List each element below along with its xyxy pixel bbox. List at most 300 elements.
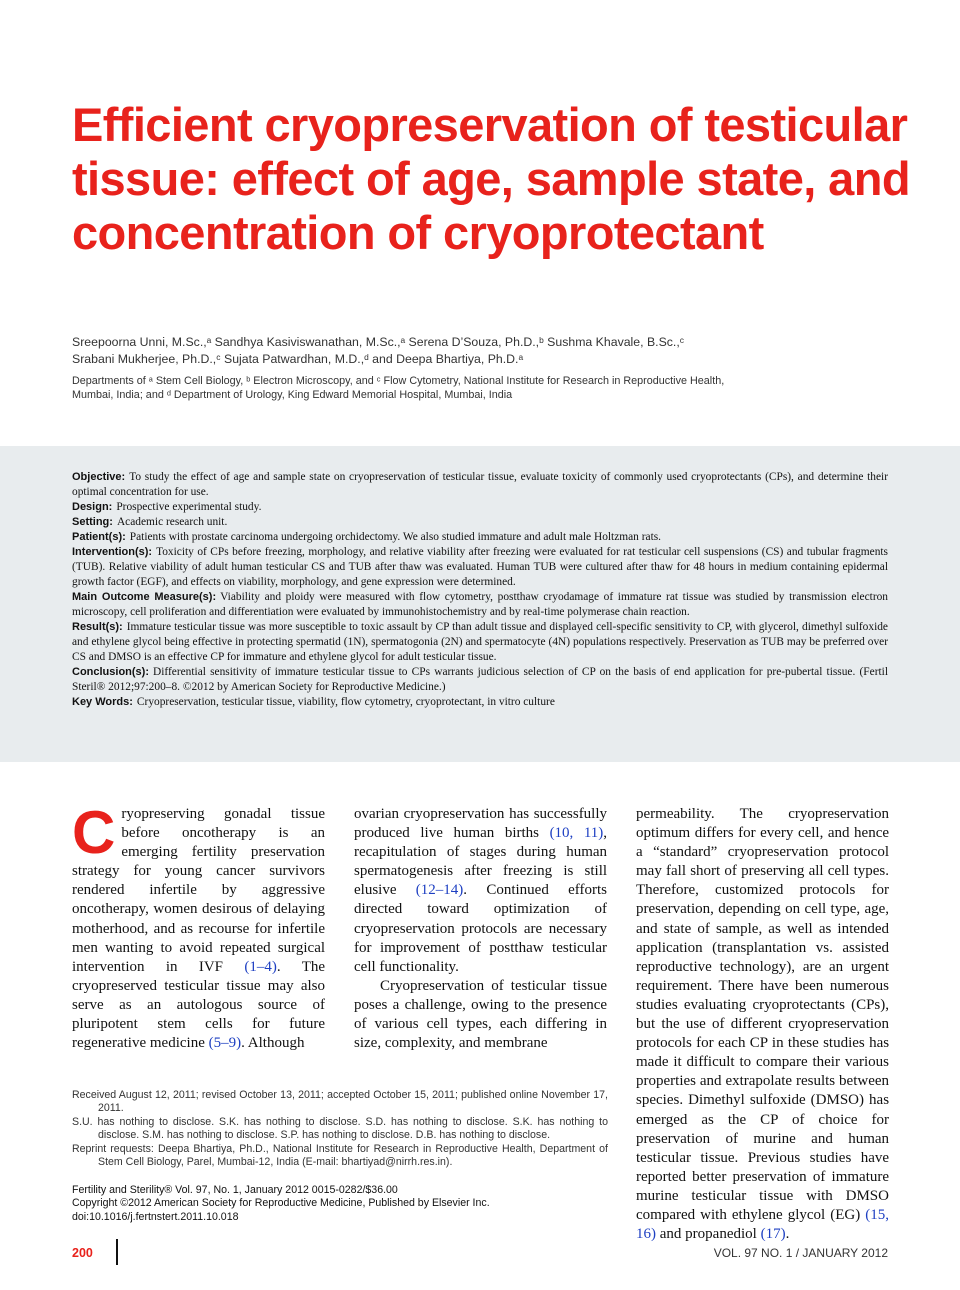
abstract-text: Differential sensitivity of immature testicular tissue to CPs warrants judicious selection of CP on the basis of end application for pre-pubertal tissue. (Fertil Steril® 2012;97:200–8. ©2012 by American Society for Reproductive Medicine.) xyxy=(72,666,888,693)
body-word: may xyxy=(267,977,294,994)
abstract-text: Cryopreservation, testicular tissue, viability, flow cytometry, cryoprotectant, in vitro culture xyxy=(136,696,555,708)
body-word xyxy=(687,1112,701,1128)
body-word: repeated xyxy=(219,939,271,956)
body-word: studies xyxy=(636,996,678,1013)
disclosure-note: S.U. has nothing to disclose. S.K. has nothing to disclose. S.D. has nothing to disclose. S.K. has nothing to disclose. S.M. has nothing to disclose. S.P. has nothing to disclose. D.B. has nothing to disclose. xyxy=(72,1115,608,1142)
body-word xyxy=(715,806,740,822)
citation-link[interactable]: (17) xyxy=(760,1226,786,1243)
body-word: challenge, xyxy=(404,996,466,1013)
authors-line: Sreepoorna Unni, M.Sc.,ᵃ Sandhya Kasiviswanathan, M.Sc.,ᵃ Serena D’Souza, Ph.D.,ᵇ Sushma Khavale, B.Sc.,ᶜ xyxy=(72,335,685,349)
body-word: glycol xyxy=(787,1206,826,1223)
body-word: of xyxy=(594,901,608,918)
body-word: urgent xyxy=(850,958,890,975)
body-word: and xyxy=(699,1073,722,1090)
abstract-text: Viability and ploidy were measured with flow cytometry, postthaw cryodamage of immature rat tissue was studied by transmission electron microscopy, cell proliferation and differentiation were evaluated by immunohistochemistry and by real-time polymerase chain reaction. xyxy=(72,591,888,618)
body-word: protocols xyxy=(799,882,856,899)
body-word: every xyxy=(760,825,794,842)
body-word: types, xyxy=(456,1016,492,1033)
body-word: of xyxy=(312,996,326,1013)
body-word xyxy=(795,959,803,975)
body-word xyxy=(504,978,511,994)
body-word: cell, xyxy=(797,825,824,842)
body-word xyxy=(294,978,301,994)
body-word: cells xyxy=(205,1016,233,1033)
body-word: better xyxy=(692,1168,727,1185)
body-word: state xyxy=(663,920,692,937)
body-word: extrapolate xyxy=(725,1073,793,1090)
body-word: testicular xyxy=(636,1149,691,1166)
affiliation-line: Departments of ᵃ Stem Cell Biology, ᵇ Electron Microscopy, and ᶜ Flow Cytometry, National Institute for Research in Reproductive Health, xyxy=(72,375,725,387)
body-word: Dimethyl xyxy=(688,1092,745,1109)
body-word: fertility xyxy=(191,844,237,861)
body-word: postthaw xyxy=(489,939,544,956)
body-word: may xyxy=(636,863,662,880)
citation-link[interactable]: (15, 16) xyxy=(636,1206,890,1243)
citation-link[interactable]: (5–9) xyxy=(208,1035,242,1052)
body-word xyxy=(297,997,312,1013)
body-word: to xyxy=(513,996,526,1013)
abstract-outcome-measures xyxy=(72,590,888,620)
body-word: emerging xyxy=(121,844,178,861)
body-word: for xyxy=(254,920,273,937)
body-word xyxy=(242,997,257,1013)
body-word: immature xyxy=(831,1168,890,1185)
body-word: preserving xyxy=(741,863,805,880)
body-word: has xyxy=(869,1092,890,1109)
citation-link[interactable]: (12–14) xyxy=(415,882,464,899)
body-word: on xyxy=(785,901,801,918)
body-word xyxy=(205,806,224,822)
body-word: freezing xyxy=(503,863,553,880)
citation-link[interactable]: (10, 11) xyxy=(549,825,604,842)
body-word: is xyxy=(278,825,289,842)
body-word xyxy=(104,997,119,1013)
body-word xyxy=(691,1150,700,1166)
body-word: preservation xyxy=(250,844,326,861)
body-word: . xyxy=(785,1226,790,1243)
body-word: pluripotent xyxy=(72,1016,138,1033)
journal-info xyxy=(72,1184,608,1224)
journal-citation: Fertility and Sterility® Vol. 97, No. 1, January 2012 0015-0282/$36.00 xyxy=(72,1184,398,1196)
body-word: human xyxy=(848,1130,890,1147)
body-word: hence xyxy=(854,825,890,842)
body-word xyxy=(566,978,573,994)
body-word: each xyxy=(717,1035,746,1052)
abstract-label: Main Outcome Measure(s): xyxy=(72,591,217,603)
body-word: well xyxy=(786,920,813,937)
body-word: avoid xyxy=(179,939,213,956)
body-word xyxy=(397,882,416,898)
abstract-text: Academic research unit. xyxy=(116,516,228,528)
abstract-label: Objective: xyxy=(72,471,126,483)
body-word xyxy=(710,1131,725,1147)
body-word: cell xyxy=(426,1016,449,1033)
body-word: tissue xyxy=(290,806,325,822)
body-word: type, xyxy=(830,901,861,918)
body-word: surgical xyxy=(277,939,326,956)
body-word xyxy=(124,882,149,898)
body-word xyxy=(233,1016,253,1032)
body-word: their xyxy=(812,1054,840,1071)
body-word: sample, xyxy=(715,920,763,937)
body-word: for xyxy=(354,939,372,956)
body-word: and xyxy=(636,920,658,937)
abstract-key-words xyxy=(72,695,888,710)
body-word: as xyxy=(180,920,194,937)
body-word: poses xyxy=(354,996,388,1013)
body-word: vs. xyxy=(815,939,833,956)
body-word: an xyxy=(147,996,162,1013)
body-word xyxy=(153,940,160,956)
body-word xyxy=(469,901,494,917)
body-word xyxy=(270,1016,290,1032)
body-word: various xyxy=(844,1054,890,1071)
body-word: Previous xyxy=(747,1149,801,1166)
body-word: , xyxy=(603,825,608,842)
body-word: propanediol xyxy=(685,1226,757,1243)
body-word xyxy=(256,825,278,841)
body-word: stages xyxy=(469,844,507,861)
body-word xyxy=(552,863,563,879)
body-word: different xyxy=(730,1016,783,1033)
body-word: use xyxy=(685,1016,706,1033)
body-word: in xyxy=(595,1016,608,1033)
body-word: DMSO xyxy=(845,1187,889,1204)
body-word xyxy=(763,806,788,822)
body-word: for xyxy=(696,1035,714,1052)
body-word xyxy=(539,825,550,841)
body-word: also xyxy=(300,977,325,994)
body-word: testicular xyxy=(510,977,566,994)
body-word: of xyxy=(468,939,481,956)
body-word: species. xyxy=(636,1092,684,1109)
body-word xyxy=(778,1112,792,1128)
body-word: for xyxy=(871,882,889,899)
body-word: tissue xyxy=(572,977,608,994)
body-word: testicular xyxy=(164,977,220,994)
body-word xyxy=(800,1150,809,1166)
body-word: and xyxy=(153,920,176,937)
body-word: oncotherapy, xyxy=(72,901,149,918)
body-word xyxy=(783,882,799,898)
body-word: cryopreservation xyxy=(354,920,455,937)
received-note: Received August 12, 2011; revised October 13, 2011; accepted October 15, 2011; published online November 17, 2011. xyxy=(72,1089,608,1115)
body-word xyxy=(527,1016,535,1032)
body-word: differing xyxy=(535,1016,588,1033)
body-word xyxy=(436,844,446,860)
body-word: young xyxy=(164,863,203,880)
body-word: stem xyxy=(157,1016,186,1033)
body-word: and xyxy=(827,825,850,842)
body-word: intended xyxy=(837,920,890,937)
body-word xyxy=(467,882,486,898)
body-word xyxy=(738,1150,747,1166)
body-word: choice xyxy=(818,1111,858,1128)
body-word: has xyxy=(509,806,530,822)
body-word: in xyxy=(771,1035,784,1052)
body-word: live xyxy=(420,825,443,842)
body-word xyxy=(453,863,464,879)
body-word: reported xyxy=(636,1168,686,1185)
body-word: cryopreservation xyxy=(788,806,890,822)
body-word: delaying xyxy=(273,901,325,918)
body-word: evaluating xyxy=(683,996,747,1013)
body-word: . xyxy=(276,958,281,975)
abstract-label: Intervention(s): xyxy=(72,546,153,558)
body-word: CP xyxy=(749,1035,768,1052)
body-word xyxy=(178,959,199,975)
author-list xyxy=(72,334,892,367)
body-word: autologous xyxy=(176,996,243,1013)
body-word: an xyxy=(310,825,326,842)
body-word: source xyxy=(257,996,298,1013)
body-word: complexity, xyxy=(384,1035,456,1052)
body-word: differs xyxy=(694,825,734,842)
body-word: (transplantation xyxy=(712,939,807,956)
body-word xyxy=(186,1016,206,1032)
body-word: but xyxy=(636,1016,656,1033)
body-word: the xyxy=(727,1111,747,1128)
body-word xyxy=(255,863,269,879)
body-word: ryopreserving xyxy=(121,806,205,822)
body-word xyxy=(197,882,222,898)
body-word: tissue xyxy=(226,977,261,994)
body-word: size, xyxy=(354,1035,382,1052)
body-word: between xyxy=(839,1073,890,1090)
body-word: during xyxy=(516,844,556,861)
body-word: serve xyxy=(72,996,104,1013)
body-word: are xyxy=(523,920,543,937)
body-word xyxy=(443,825,454,841)
body-word xyxy=(372,940,380,956)
abstract-label: Key Words: xyxy=(72,696,133,708)
body-word: an xyxy=(828,958,844,975)
reprint-note: Reprint requests: Deepa Bhartiya, Ph.D., National Institute for Research in Reproductive Health, Department of Stem Cell Biology, Parel, Mumbai-12, India (E-mail: bhartiyad@nirrh.res.in). xyxy=(72,1142,608,1169)
body-word: as xyxy=(701,1111,714,1128)
body-word: cryopreserved xyxy=(72,977,157,994)
body-word xyxy=(793,1188,806,1204)
body-word: Cryopreservation xyxy=(380,977,485,994)
body-word xyxy=(643,844,653,860)
body-word xyxy=(419,1016,427,1032)
body-word: it xyxy=(673,1054,682,1071)
body-word: strategy xyxy=(72,863,120,880)
body-column-2 xyxy=(354,805,607,1053)
body-word xyxy=(806,940,815,956)
body-word: with xyxy=(806,1187,833,1204)
body-word: cryopreservation xyxy=(727,844,829,861)
body-word xyxy=(144,959,165,975)
body-word: sulfoxide xyxy=(749,1092,806,1109)
body-word: . xyxy=(463,882,468,899)
body-word xyxy=(542,921,549,937)
body-word: directed xyxy=(354,901,403,918)
body-word: medicine xyxy=(149,1035,205,1052)
body-word xyxy=(851,1150,860,1166)
body-word: emerged xyxy=(636,1111,688,1128)
body-word: human xyxy=(453,825,495,842)
abstract-text: Prospective experimental study. xyxy=(116,501,262,513)
body-word xyxy=(271,940,278,956)
body-word: of xyxy=(491,977,504,994)
body-word: protocols xyxy=(461,920,518,937)
affiliations xyxy=(72,375,892,402)
body-word xyxy=(492,863,503,879)
body-word: fall xyxy=(666,863,687,880)
body-word: has xyxy=(869,1035,890,1052)
body-word: rendered xyxy=(72,882,125,899)
body-word: testicular xyxy=(691,1187,747,1204)
body-word xyxy=(459,844,469,860)
abstract-results xyxy=(72,620,888,665)
body-word xyxy=(573,863,584,879)
abstract-label: Result(s): xyxy=(72,621,123,633)
body-word xyxy=(679,1188,692,1204)
body-column-1 xyxy=(72,799,326,1053)
body-word: murine xyxy=(753,1130,796,1147)
body-word: have xyxy=(760,977,789,994)
abstract-patients xyxy=(72,530,888,545)
body-word: recourse xyxy=(198,920,250,937)
body-word: difficult xyxy=(686,1054,735,1071)
body-word: a xyxy=(392,996,400,1013)
body-word: optimum xyxy=(636,825,691,842)
article-title: Efficient cryopreservation of testicular tissue: effect of age, sample state, and concentration of cryoprotectant xyxy=(72,98,910,259)
abstract-design xyxy=(72,500,888,515)
body-word xyxy=(738,1131,753,1147)
footer-divider xyxy=(116,1239,118,1265)
body-word xyxy=(703,940,712,956)
body-word: of xyxy=(446,844,460,861)
body-word: for xyxy=(738,825,756,842)
body-word: cryopreservation xyxy=(403,806,505,822)
doi-line[interactable]: doi:10.1016/j.fertnstert.2011.10.018 xyxy=(72,1210,239,1223)
body-text xyxy=(241,1035,304,1051)
body-word xyxy=(281,959,302,975)
body-word xyxy=(746,1188,759,1204)
body-word: as xyxy=(818,920,832,937)
body-word: and xyxy=(659,1226,682,1243)
body-word: as xyxy=(768,920,781,937)
body-word xyxy=(151,863,165,879)
body-word: optimization xyxy=(493,901,570,918)
body-word xyxy=(855,882,871,898)
body-word xyxy=(804,1112,818,1128)
body-word: desirous xyxy=(201,901,252,918)
body-word xyxy=(712,959,720,975)
body-word xyxy=(833,1188,846,1204)
body-word xyxy=(271,806,290,822)
body-word: in xyxy=(165,958,178,975)
body-word: murine xyxy=(636,1187,679,1204)
body-word xyxy=(829,844,839,860)
body-word: preservation, xyxy=(636,901,714,918)
body-word: . xyxy=(241,1035,245,1052)
body-word: Although xyxy=(247,1035,305,1052)
body-word: protocol xyxy=(839,844,890,861)
body-word: after xyxy=(464,863,492,880)
body-word: are xyxy=(802,958,822,975)
body-word: births xyxy=(504,825,539,842)
body-word: with xyxy=(700,1206,727,1223)
body-word xyxy=(98,940,105,956)
body-word: (EG) xyxy=(830,1206,861,1223)
body-word: gonadal xyxy=(224,806,272,822)
body-word xyxy=(410,825,421,841)
body-word: efforts xyxy=(568,882,608,899)
body-word: and xyxy=(811,1130,833,1147)
body-word: age, xyxy=(864,901,890,918)
body-word: of xyxy=(812,1168,826,1185)
body-word: for xyxy=(133,863,151,880)
body-word: numerous xyxy=(829,977,890,994)
body-word: (DMSO) xyxy=(810,1092,865,1109)
body-word xyxy=(160,825,182,841)
body-word: each xyxy=(499,1016,528,1033)
body-word: protocols xyxy=(636,1035,692,1052)
body-word: of xyxy=(791,1111,805,1128)
abstract-label: Patient(s): xyxy=(72,531,126,543)
body-word xyxy=(717,844,727,860)
body-word xyxy=(161,997,176,1013)
body-word: results xyxy=(795,1073,836,1090)
body-word: compare xyxy=(755,1054,808,1071)
body-word: women xyxy=(153,901,198,918)
body-word xyxy=(202,863,216,879)
body-word: spermatogenesis xyxy=(354,863,454,880)
body-paragraph xyxy=(354,977,607,1053)
body-word: cell xyxy=(804,901,827,918)
body-word: successfully xyxy=(533,806,608,822)
body-word: compared xyxy=(636,1206,696,1223)
body-word xyxy=(796,1131,811,1147)
body-word: of xyxy=(724,863,737,880)
body-word xyxy=(237,882,262,898)
citation-link[interactable]: (1–4) xyxy=(244,958,277,975)
body-word: functionality. xyxy=(379,958,459,975)
abstract-objective xyxy=(72,470,888,500)
body-word: intervention xyxy=(72,958,145,975)
abstract-setting xyxy=(72,515,888,530)
body-word: and xyxy=(458,1035,481,1052)
body-word: depending xyxy=(718,901,781,918)
body-word xyxy=(549,882,568,898)
body-column-3 xyxy=(636,805,889,1244)
body-word: permeability. xyxy=(636,806,715,822)
body-word: The xyxy=(301,958,326,975)
body-word: short xyxy=(690,863,721,880)
abstract-conclusions xyxy=(72,665,888,695)
body-word xyxy=(494,825,505,841)
body-word: Therefore, xyxy=(636,882,699,899)
body-word xyxy=(289,825,311,841)
body-word: reproductive xyxy=(636,958,712,975)
body-word: by xyxy=(221,882,237,899)
body-word xyxy=(213,940,220,956)
body-word xyxy=(544,940,552,956)
body-word xyxy=(132,997,147,1013)
body-word: wanting xyxy=(105,939,154,956)
copyright-line: Copyright ©2012 American Society for Reproductive Medicine, Published by Elsevier Inc. xyxy=(72,1197,490,1210)
body-word: owing xyxy=(471,996,509,1013)
abstract-text: Toxicity of CPs before freezing, morphology, and relative viability after freezing were evaluated for rat testicular cell suspensions (CS) and tubular fragments (TUB). Relative viability of adult human testicular CS and TUB after thaw was evaluated. Human TUB were cultured after thaw for 48 hours in medium containing epidermal growth factor (EGF), and effects on viability, morphology, and gene expression were determined. xyxy=(72,546,888,588)
body-word xyxy=(223,959,244,975)
body-word: recapitulation xyxy=(354,844,437,861)
body-word: is xyxy=(563,863,574,880)
body-word: of xyxy=(697,920,710,937)
body-word: human xyxy=(566,844,608,861)
body-word xyxy=(699,882,715,898)
